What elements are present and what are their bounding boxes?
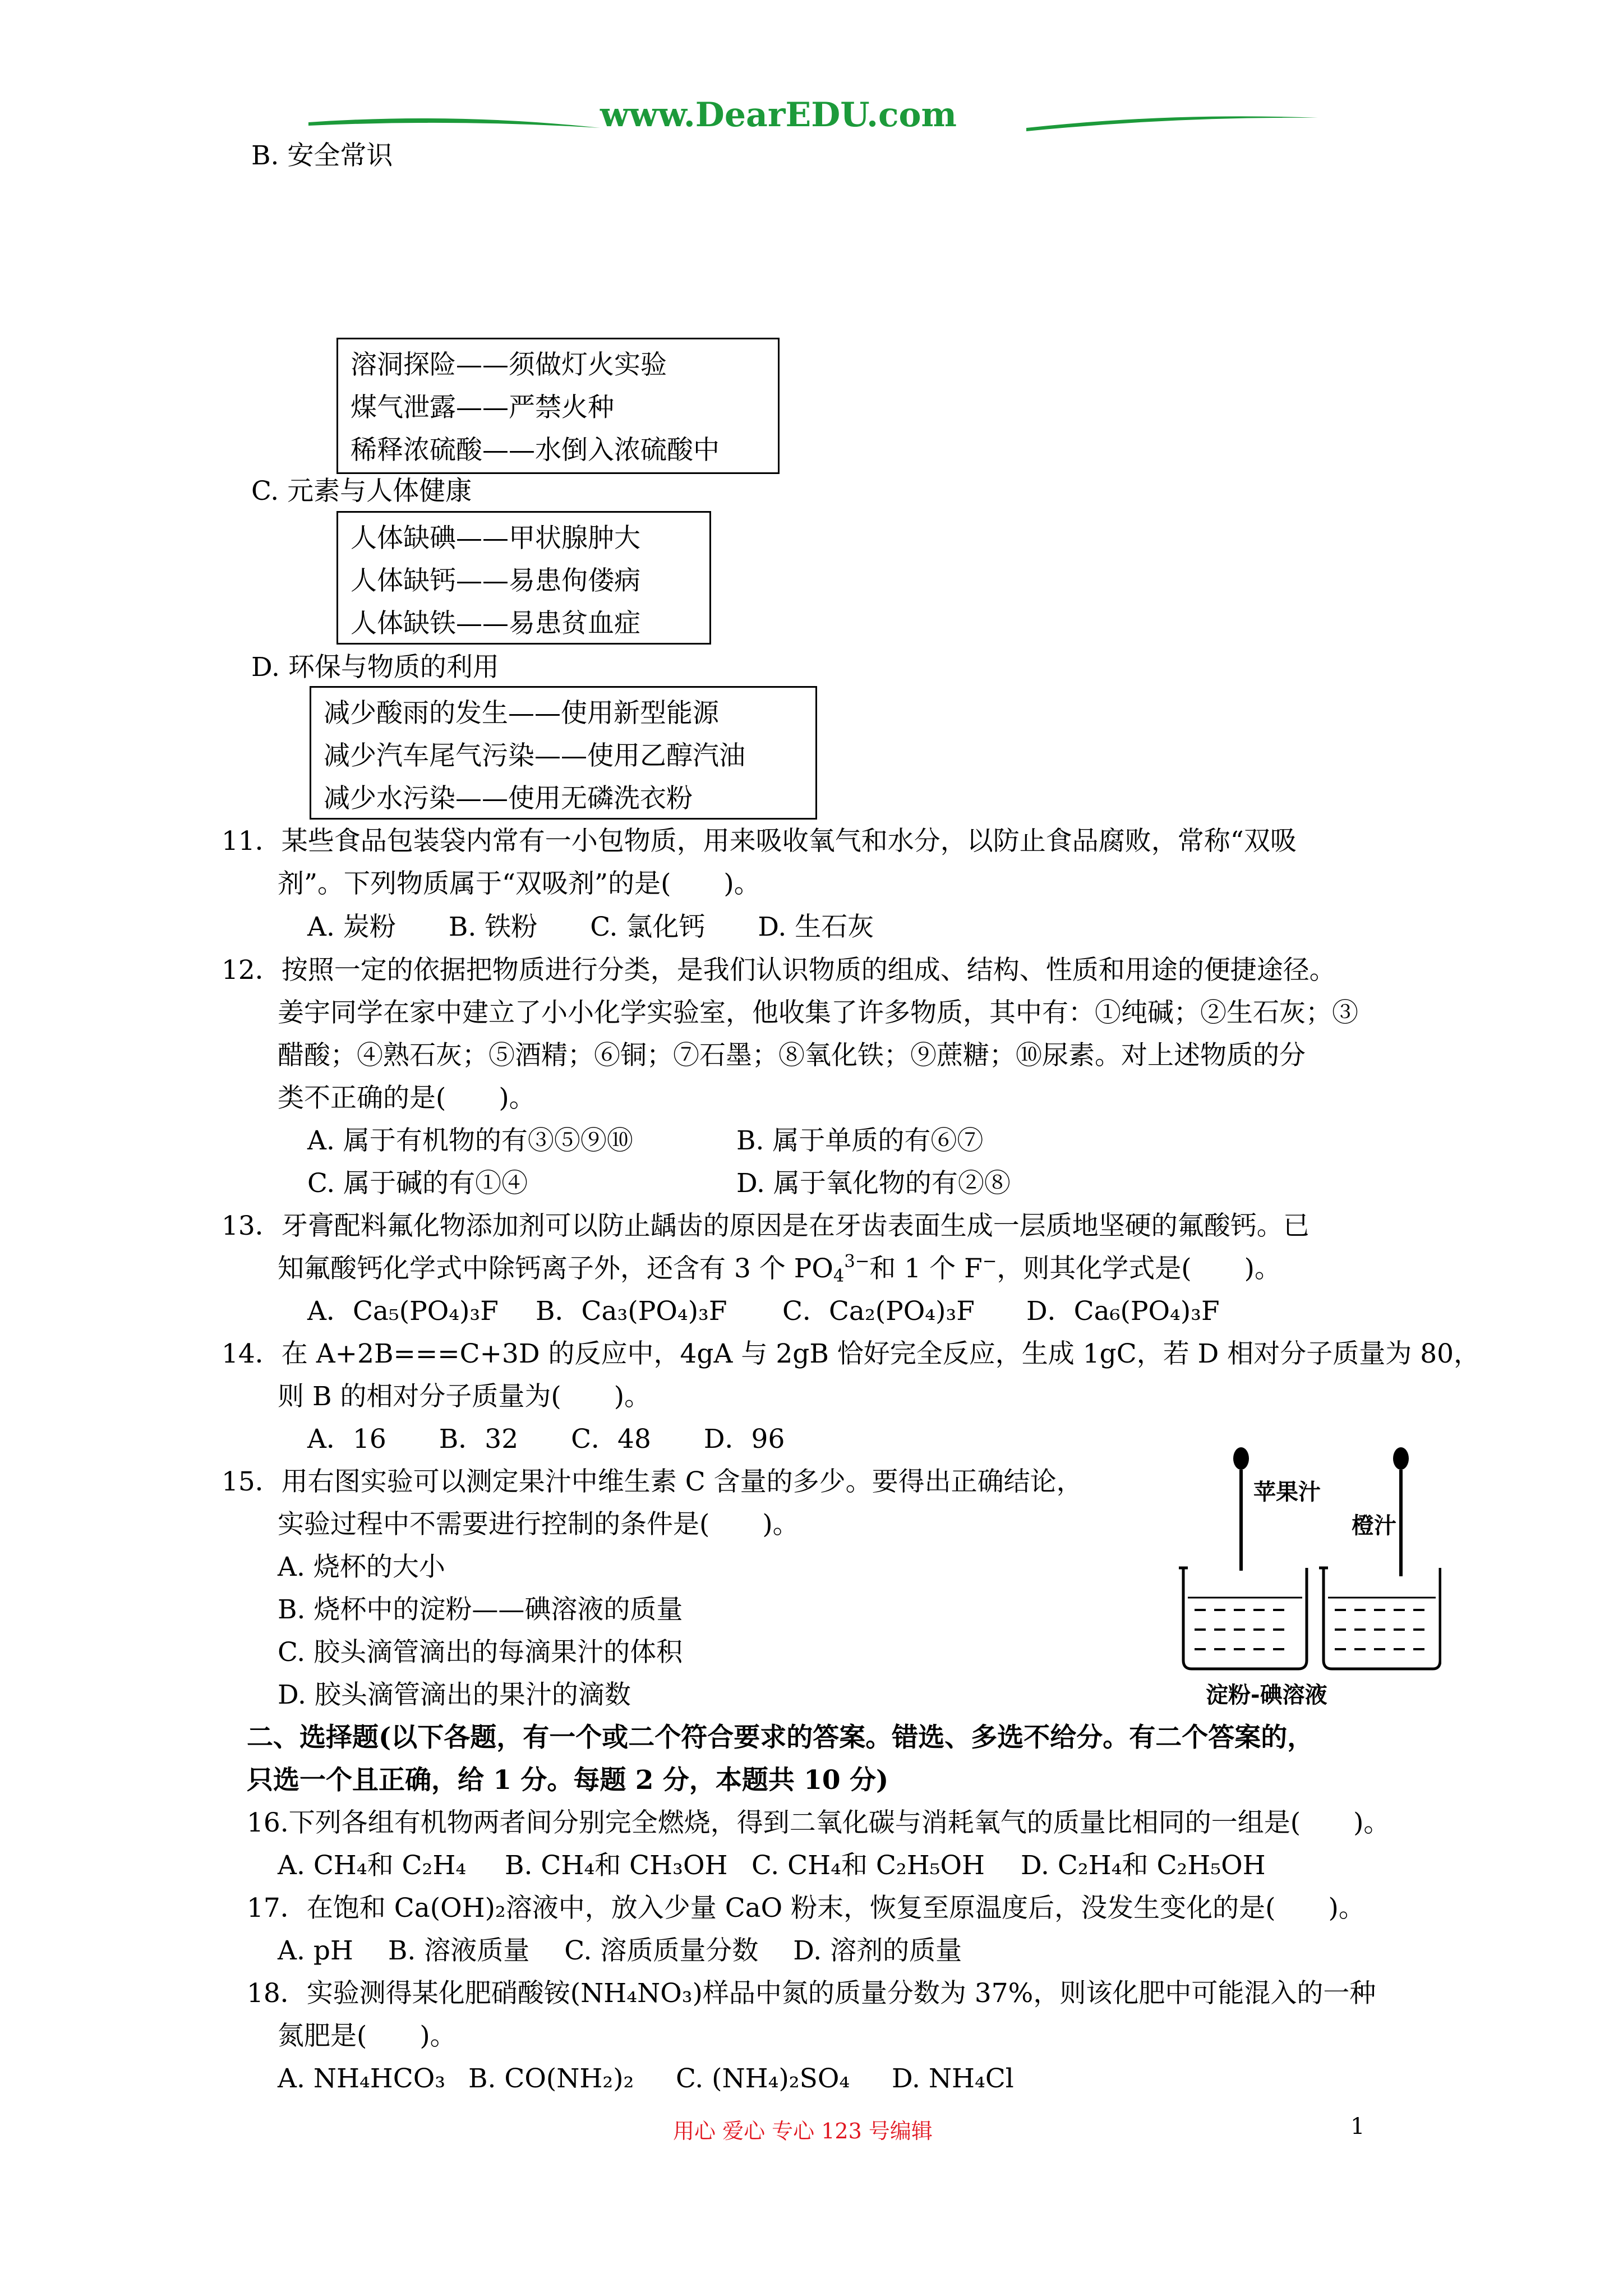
- q13-option-b: B．Ca₃(PO₄)₃F: [536, 1296, 727, 1327]
- q11-line2: 剂”。下列物质属于“双吸剂”的是( )。: [278, 868, 760, 899]
- q13-option-d: D．Ca₆(PO₄)₃F: [1026, 1296, 1220, 1327]
- q13-line2: [278, 1252, 1281, 1286]
- option-c-box: [336, 511, 711, 645]
- site-name[interactable]: www.DearEDU.com: [600, 95, 957, 135]
- q15-option-b: B. 烧杯中的淀粉——碘溶液的质量: [278, 1594, 683, 1625]
- q13-text-b: 和 1 个 F: [869, 1253, 983, 1284]
- q13-line1: 13．牙膏配料氟化物添加剂可以防止龋齿的原因是在牙齿表面生成一层质地坚硬的氟酸钙。已: [222, 1211, 1310, 1241]
- option-c-label: C. 元素与人体健康: [251, 476, 472, 507]
- q18-option-b: B. CO(NH₂)₂: [468, 2063, 634, 2094]
- box-line: 稀释浓硫酸——水倒入浓硫酸中: [351, 435, 720, 466]
- box-line: 人体缺钙——易患佝偻病: [351, 565, 640, 596]
- option-d-label: D. 环保与物质的利用: [251, 652, 499, 683]
- q14-line2: 则 B 的相对分子质量为( )。: [278, 1381, 651, 1412]
- q12-line4: 类不正确的是( )。: [278, 1083, 536, 1114]
- header-swoosh-left: [308, 107, 600, 140]
- q17-options: A. pH B. 溶液质量 C. 溶质质量分数 D. 溶剂的质量: [278, 1935, 962, 1966]
- q18-option-c: C. (NH₄)₂SO₄: [676, 2063, 850, 2094]
- site-header: [308, 95, 1318, 163]
- box-line: 溶洞探险——须做灯火实验: [351, 349, 667, 380]
- q13-sup2: −: [982, 1251, 997, 1272]
- option-d-box: [310, 686, 817, 820]
- box-line: 减少汽车尾气污染——使用乙醇汽油: [324, 740, 745, 771]
- q18-line1: 18．实验测得某化肥硝酸铵(NH₄NO₃)样品中氮的质量分数为 37%，则该化肥中可能混入的一种: [247, 1978, 1376, 2009]
- q12-line3: 醋酸；④熟石灰；⑤酒精；⑥铜；⑦石墨；⑧氧化铁；⑨蔗糖；⑩尿素。对上述物质的分: [278, 1040, 1306, 1071]
- header-swoosh-right: [1026, 107, 1318, 140]
- box-line: 人体缺碘——甲状腺肿大: [351, 523, 640, 554]
- footer-text: 用心 爱心 专心 123 号编辑: [673, 2119, 933, 2143]
- q18-option-d: D. NH₄Cl: [892, 2063, 1014, 2094]
- section2-line1: 二、选择题(以下各题，有一个或二个符合要求的答案。错选、多选不给分。有二个答案的，: [247, 1722, 1314, 1753]
- q16-option-a: A. CH₄和 C₂H₄: [278, 1850, 467, 1881]
- q18-option-a: A. NH₄HCO₃: [278, 2063, 446, 2094]
- page-number: 1: [1350, 2114, 1365, 2139]
- q17-line1: 17．在饱和 Ca(OH)₂溶液中，放入少量 CaO 粉末，恢复至原温度后，没发生变化的是( )。: [247, 1893, 1365, 1924]
- q16-option-b: B. CH₄和 CH₃OH: [505, 1850, 728, 1881]
- q11-line1: 11．某些食品包装袋内常有一小包物质，用来吸收氧气和水分，以防止食品腐败，常称“双吸: [222, 826, 1297, 857]
- fig-label-apple: 苹果汁: [1253, 1479, 1321, 1505]
- q14-options: A．16 B．32 C．48 D．96: [307, 1424, 785, 1455]
- box-line: 减少水污染——使用无磷洗衣粉: [324, 783, 693, 814]
- q11-options: A. 炭粉 B. 铁粉 C. 氯化钙 D. 生石灰: [307, 912, 874, 942]
- q18-line2: 氮肥是( )。: [278, 2021, 457, 2051]
- box-line: 人体缺铁——易患贫血症: [351, 608, 640, 639]
- q15-option-a: A. 烧杯的大小: [278, 1552, 445, 1582]
- q16-line1: 16.下列各组有机物两者间分别完全燃烧，得到二氧化碳与消耗氧气的质量比相同的一组是( )。: [247, 1807, 1390, 1838]
- option-b-box: [336, 338, 780, 474]
- q15-figure: [1172, 1442, 1441, 1708]
- q13-sub: 4: [833, 1266, 845, 1286]
- q15-option-c: C. 胶头滴管滴出的每滴果汁的体积: [278, 1637, 683, 1668]
- box-line: 煤气泄露——严禁火种: [351, 392, 614, 423]
- q12-option-b: B. 属于单质的有⑥⑦: [736, 1125, 984, 1156]
- q13-option-a: A．Ca₅(PO₄)₃F: [307, 1296, 499, 1327]
- box-line: 减少酸雨的发生——使用新型能源: [324, 698, 719, 729]
- q12-line2: 姜宇同学在家中建立了小小化学实验室，他收集了许多物质，其中有：①纯碱；②生石灰；③: [278, 997, 1358, 1028]
- fig-label-bottom: 淀粉-碘溶液: [1206, 1682, 1327, 1708]
- q12-option-a: A. 属于有机物的有③⑤⑨⑩: [307, 1125, 633, 1156]
- q15-line2: 实验过程中不需要进行控制的条件是( )。: [278, 1509, 799, 1540]
- q12-option-c: C. 属于碱的有①④: [307, 1168, 528, 1199]
- q15-option-d: D. 胶头滴管滴出的果汁的滴数: [278, 1680, 631, 1710]
- q12-line1: 12．按照一定的依据把物质进行分类，是我们认识物质的组成、结构、性质和用途的便捷途径。: [222, 955, 1336, 986]
- option-b-label: B. 安全常识: [251, 140, 393, 171]
- q16-option-c: C. CH₄和 C₂H₅OH: [751, 1850, 985, 1881]
- section2-line2: 只选一个且正确，给 1 分。每题 2 分，本题共 10 分): [247, 1765, 889, 1796]
- q13-text-c: ，则其化学式是( )。: [997, 1253, 1281, 1284]
- q13-sup: 3−: [844, 1251, 870, 1272]
- q16-option-d: D. C₂H₄和 C₂H₅OH: [1021, 1850, 1266, 1881]
- q15-line1: 15．用右图实验可以测定果汁中维生素 C 含量的多少。要得出正确结论，: [222, 1466, 1083, 1497]
- q12-option-d: D. 属于氧化物的有②⑧: [736, 1168, 1011, 1199]
- fig-label-orange: 橙汁: [1352, 1513, 1396, 1539]
- q13-option-c: C．Ca₂(PO₄)₃F: [782, 1296, 975, 1327]
- q14-line1: 14．在 A+2B===C+3D 的反应中，4gA 与 2gB 恰好完全反应，生成 1gC，若 D 相对分子质量为 80，: [222, 1338, 1480, 1369]
- q13-text-a: 知氟酸钙化学式中除钙离子外，还含有 3 个 PO: [278, 1253, 833, 1284]
